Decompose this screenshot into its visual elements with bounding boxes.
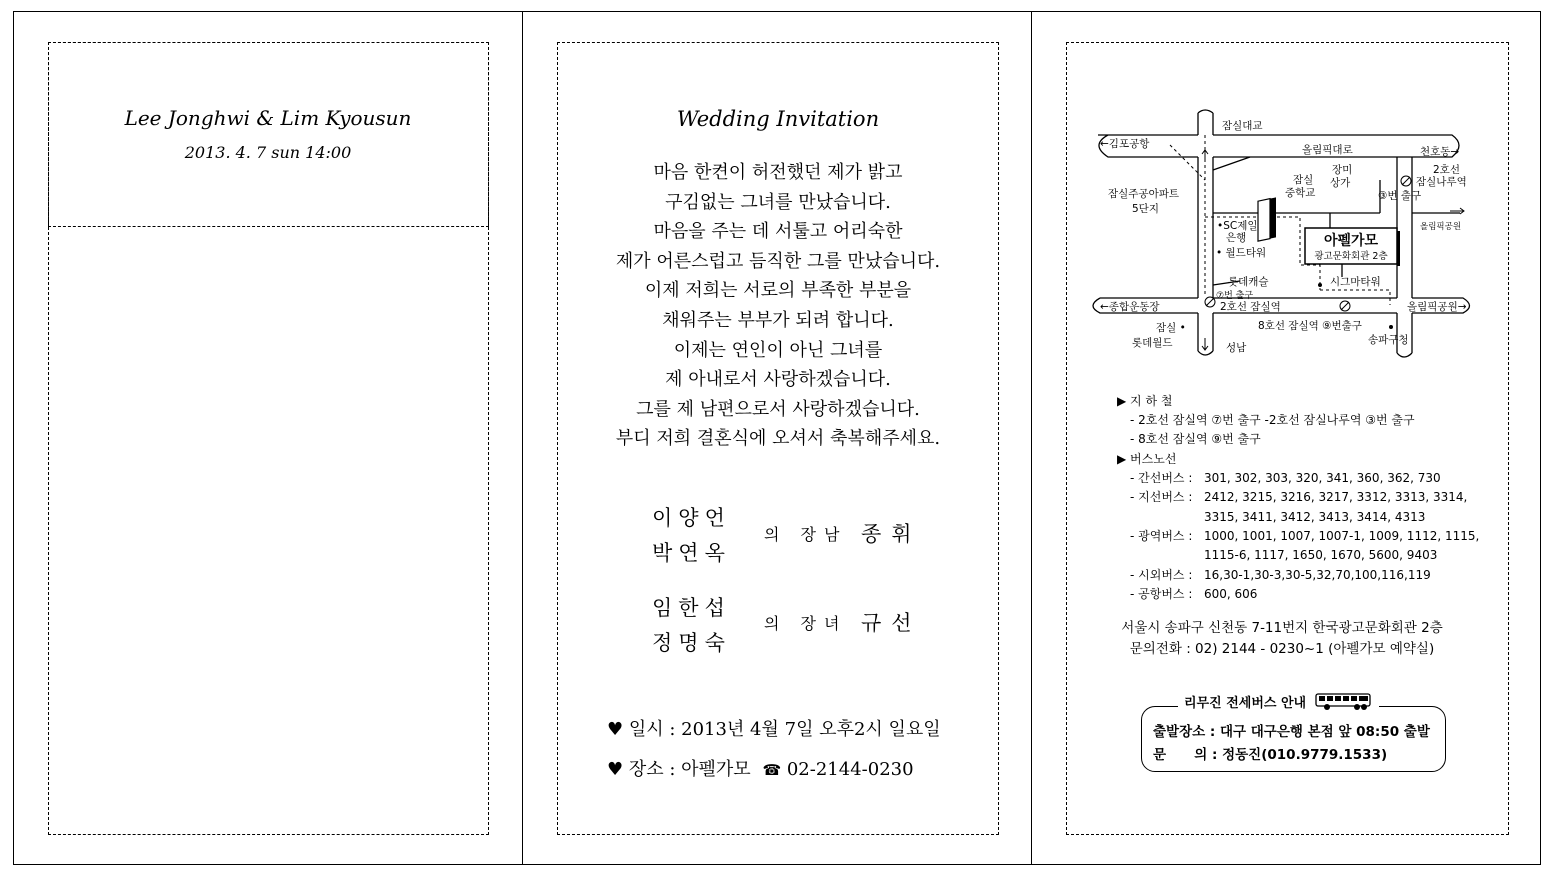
fold-line <box>522 11 523 865</box>
map-label: 시그마타워 <box>1330 276 1381 288</box>
message-line: 마음 한켠이 허전했던 제가 밝고 <box>653 162 903 183</box>
location-map <box>1080 105 1500 370</box>
event-place <box>607 755 914 781</box>
map-label: 롯데월드 <box>1132 337 1173 349</box>
arrow-icon <box>1202 338 1208 350</box>
map-label: ←종합운동장 <box>1100 301 1160 313</box>
limo-departure <box>1153 720 1430 740</box>
bus-label: - 광역버스 : <box>1130 529 1193 543</box>
groom-name: 종휘 <box>861 522 922 546</box>
map-label: ←김포공항 <box>1100 138 1150 150</box>
venue-address: 서울시 송파구 신천동 7-11번지 한국광고문화회관 2층 <box>1121 620 1443 636</box>
subway-line: - 2호선 잠실역 ⑦번 출구 -2호선 잠실나루역 ③번 출구 <box>1130 413 1415 427</box>
map-label: 8호선 잠실역 ⑨번출구 <box>1258 320 1362 332</box>
map-label: 잠실대교 <box>1222 120 1263 132</box>
no-entry-icon-slash <box>1341 302 1349 310</box>
map-label: 2호선 <box>1433 164 1460 176</box>
subway-title: ▶ 지 하 철 <box>1117 394 1173 408</box>
bus-numbers: 600, 606 <box>1204 587 1258 601</box>
venue-name: ♥ 장소 : 아펠가모 <box>607 759 751 780</box>
bus-label: - 간선버스 : <box>1130 471 1193 485</box>
invitation-title: Wedding Invitation <box>676 107 880 131</box>
map-label: 올림픽공원→ <box>1407 301 1467 313</box>
message-line: 그를 제 남편으로서 사랑하겠습니다. <box>636 398 920 420</box>
bus-icon <box>1315 693 1373 711</box>
wedding-datetime: 2013. 4. 7 sun 14:00 <box>184 143 352 162</box>
bus-label: - 공항버스 : <box>1130 587 1193 601</box>
message-line: 마음을 주는 데 서툴고 어리숙한 <box>653 221 903 243</box>
venue-box-shadow <box>1397 231 1400 266</box>
message-line: 구김없는 그녀를 만났습니다. <box>665 191 891 213</box>
limo-departure-value: 대구 대구은행 본점 앞 08:50 출발 <box>1219 724 1430 740</box>
bus-numbers: 2412, 3215, 3216, 3217, 3312, 3313, 3314, <box>1204 490 1468 504</box>
map-label: ⑦번 출구 <box>1216 291 1254 301</box>
landmark-dot <box>1318 283 1322 287</box>
limo-inquiry-value: 정동진(010.9779.1533) <box>1222 747 1388 763</box>
map-label: 5단지 <box>1132 203 1159 215</box>
map-label: ③번 출구 <box>1378 190 1422 202</box>
map-label: 은행 <box>1226 232 1247 244</box>
map-label: 잠실 <box>1293 174 1314 186</box>
limo-inquiry-label: 문 의 : <box>1153 747 1218 763</box>
bus-numbers: 1115-6, 1117, 1650, 1670, 5600, 9403 <box>1204 548 1438 562</box>
map-label: 잠실주공아파트 <box>1108 188 1180 200</box>
map-label: 롯데캐슬 <box>1228 276 1269 288</box>
message-line: 부디 저희 결혼식에 오셔서 축복해주세요. <box>615 428 941 450</box>
message-line: 채워주는 부부가 되려 합니다. <box>662 309 894 331</box>
map-label: 천호동→ <box>1420 146 1460 158</box>
map-label: 2호선 잠실역 <box>1220 301 1281 313</box>
bride-mother: 정명숙 <box>652 631 731 655</box>
map-label: 성남 <box>1226 342 1247 354</box>
event-date: ♥ 일시 : 2013년 4월 7일 오후2시 일요일 <box>607 719 941 740</box>
venue-contact: 문의전화 : 02) 2144 - 0230~1 (아펠가모 예약실) <box>1129 641 1435 657</box>
map-label: 송파구청 <box>1368 334 1409 346</box>
phone-icon: ☎ <box>762 761 782 779</box>
couple-names: Lee Jonghwi & Lim Kyousun <box>124 106 412 130</box>
map-label: 장미 <box>1332 164 1353 176</box>
bus-label: - 시외버스 : <box>1130 568 1193 582</box>
bride-father: 임한섭 <box>652 596 731 620</box>
landmark-dot <box>1389 325 1393 329</box>
map-label: • 월드타워 <box>1216 247 1267 259</box>
arrow-icon <box>1202 150 1208 160</box>
groom-father: 이양언 <box>652 506 731 530</box>
groom-relation: 의 장남 <box>764 525 848 544</box>
bus-numbers: 301, 302, 303, 320, 341, 360, 362, 730 <box>1204 471 1441 485</box>
message-line: 제 아내로서 사랑하겠습니다. <box>665 369 891 391</box>
map-label: 올림픽공원 <box>1420 222 1462 232</box>
bride-name: 규선 <box>861 611 922 635</box>
world-tower-building <box>1258 197 1276 241</box>
map-label: 잠실나루역 <box>1416 176 1467 188</box>
map-label: 올림픽대로 <box>1302 144 1353 156</box>
limo-title-text: 리무진 전세버스 안내 <box>1184 696 1307 711</box>
fold-line <box>1031 11 1032 865</box>
venue-phone: 02-2144-0230 <box>786 759 914 780</box>
no-entry-icon-slash <box>1206 298 1214 306</box>
message-line: 이제는 연인이 아닌 그녀를 <box>673 339 883 361</box>
groom-mother: 박연옥 <box>652 541 731 565</box>
map-label: •SC제일 <box>1217 220 1258 232</box>
bride-relation: 의 장녀 <box>764 614 848 633</box>
no-entry-icon-slash <box>1402 177 1410 185</box>
map-label: 상가 <box>1330 177 1351 189</box>
map-label: 잠실 • <box>1156 322 1186 334</box>
invitation-message <box>559 158 997 454</box>
bus-numbers: 3315, 3411, 3412, 3413, 3414, 4313 <box>1204 510 1426 524</box>
message-line: 제가 어른스럽고 듬직한 그를 만났습니다. <box>615 250 941 272</box>
limo-departure-label: 출발장소 : <box>1153 724 1216 740</box>
cover-name-box <box>48 42 489 227</box>
bridge-road <box>1198 110 1213 135</box>
limo-title <box>1178 692 1379 711</box>
bus-label: - 지선버스 : <box>1130 490 1193 504</box>
bus-numbers: 1000, 1001, 1007, 1007-1, 1009, 1112, 1115, <box>1204 529 1480 543</box>
subway-line: - 8호선 잠실역 ⑨번 출구 <box>1130 432 1261 446</box>
venue-sublabel: 광고문화회관 2층 <box>1314 251 1388 262</box>
bus-title: ▶ 버스노선 <box>1117 452 1177 466</box>
limo-inquiry <box>1153 743 1387 763</box>
venue-label: 아펠가모 <box>1323 233 1379 249</box>
message-line: 이제 저희는 서로의 부족한 부분을 <box>644 280 912 302</box>
olympic-daero-road <box>1098 135 1459 157</box>
map-label: 중학교 <box>1285 187 1316 199</box>
bus-numbers: 16,30-1,30-3,30-5,32,70,100,116,119 <box>1204 568 1431 582</box>
